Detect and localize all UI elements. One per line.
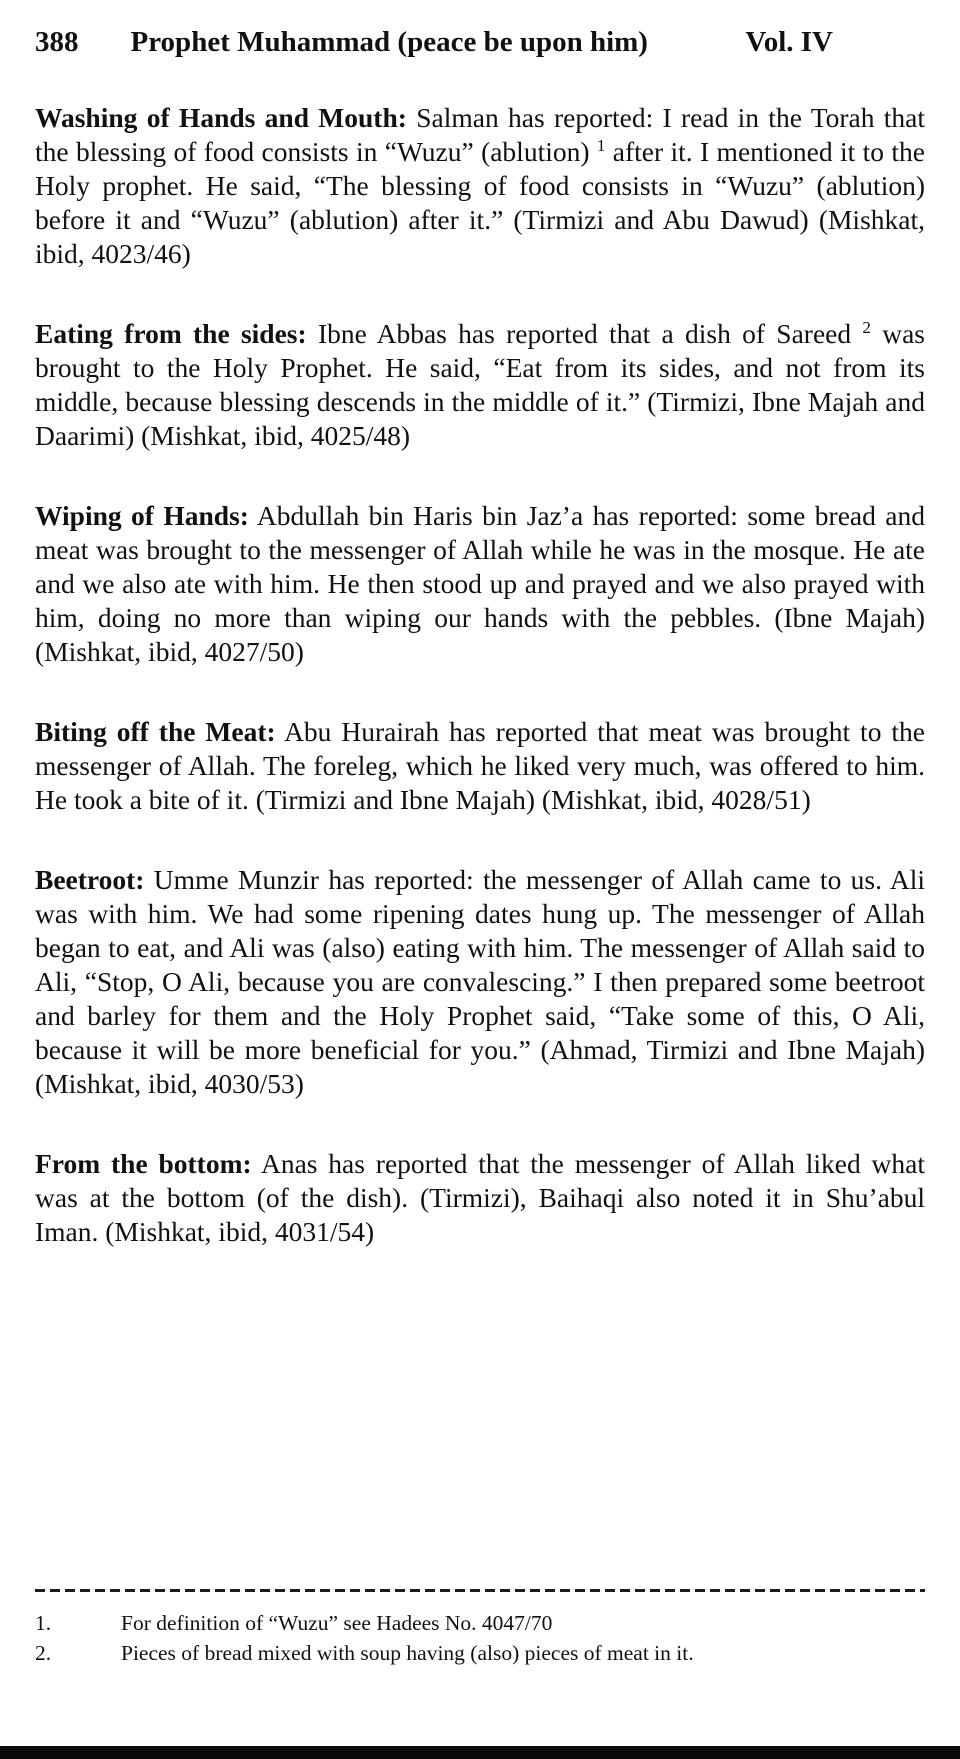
footnote-number: 1. — [35, 1611, 52, 1635]
page-body — [35, 101, 925, 1295]
paragraph-beetroot — [35, 863, 925, 1101]
footnote-text: For definition of “Wuzu” see Hadees No. 4047/70 — [121, 1611, 553, 1635]
footnote-section — [35, 1589, 925, 1668]
footnote-separator — [35, 1589, 925, 1592]
page-header — [35, 26, 925, 59]
volume-label: Vol. IV — [745, 26, 833, 58]
paragraph-text: was brought to the Holy Prophet. He said, “Eat from its sides, and not from its middle, because blessing descends in the middle of it.” (Tirmizi, Ibne Majah and Daarimi) (Mishkat, ibid, 4025/48) — [35, 318, 925, 451]
paragraph-lead: Biting off the Meat: — [35, 716, 276, 747]
scan-edge-bar — [0, 1746, 960, 1759]
paragraph-wiping-of-hands — [35, 499, 925, 669]
footnote-ref-1: 1 — [596, 135, 606, 155]
footnote-number: 2. — [35, 1641, 52, 1665]
book-title: Prophet Muhammad (peace be upon him) — [130, 26, 648, 58]
paragraph-text: Abu Hurairah has reported that meat was brought to the messenger of Allah. The foreleg, which he liked very much, was offered to him. He took a bite of it. (Tirmizi and Ibne Majah) (Mishkat, ibid, 4028/51) — [35, 716, 925, 815]
paragraph-lead: From the bottom: — [35, 1148, 252, 1179]
paragraph-text: Umme Munzir has reported: the messenger of Allah came to us. Ali was with him. We had some ripening dates hung up. The messenger of Allah began to eat, and Ali was (also) eating with him. The messenger of Allah said to Ali, “Stop, O Ali, because you are convalescing.” I then prepared some beetroot and barley for them and the Holy Prophet said, “Take some of this, O Ali, because it will be more beneficial for you.” (Ahmad, Tirmizi and Ibne Majah) (Mishkat, ibid, 4030/53) — [35, 864, 925, 1099]
footnote-ref-2: 2 — [862, 317, 871, 337]
paragraph-washing-of-hands — [35, 101, 925, 271]
paragraph-lead: Beetroot: — [35, 864, 145, 895]
paragraph-text: Ibne Abbas has reported that a dish of Sareed — [306, 318, 863, 349]
paragraph-text: Abdullah bin Haris bin Jaz’a has reported: some bread and meat was brought to the messenger of Allah while he was in the mosque. He ate and we also ate with him. He then stood up and prayed and we also prayed with him, doing no more than wiping our hands with the pebbles. (Ibne Majah) (Mishkat, ibid, 4027/50) — [35, 500, 925, 667]
paragraph-text: Anas has reported that the messenger of Allah liked what was at the bottom (of the dish). (Tirmizi), Baihaqi also noted it in Shu’abul Iman. (Mishkat, ibid, 4031/54) — [35, 1148, 926, 1247]
paragraph-text: Salman has reported: I read in the Torah that the blessing of food consists in “Wuzu” (ablution) — [35, 102, 925, 167]
paragraph-text: after it. I mentioned it to the Holy prophet. He said, “The blessing of food consists in “Wuzu” (ablution) before it and “Wuzu” (ablution) after it.” (Tirmizi and Abu Dawud) (Mishkat, ibid, 4023/46) — [35, 136, 926, 269]
paragraph-biting-off-meat — [35, 715, 925, 817]
paragraph-lead: Wiping of Hands: — [35, 500, 249, 531]
paragraph-from-the-bottom — [35, 1147, 925, 1249]
paragraph-lead: Washing of Hands and Mouth: — [35, 102, 407, 133]
page-number: 388 — [35, 26, 79, 58]
paragraph-eating-from-sides — [35, 317, 925, 453]
footnote-2 — [35, 1638, 925, 1668]
footnote-1 — [35, 1608, 925, 1638]
footnote-text: Pieces of bread mixed with soup having (also) pieces of meat in it. — [121, 1641, 694, 1665]
paragraph-lead: Eating from the sides: — [35, 318, 307, 349]
